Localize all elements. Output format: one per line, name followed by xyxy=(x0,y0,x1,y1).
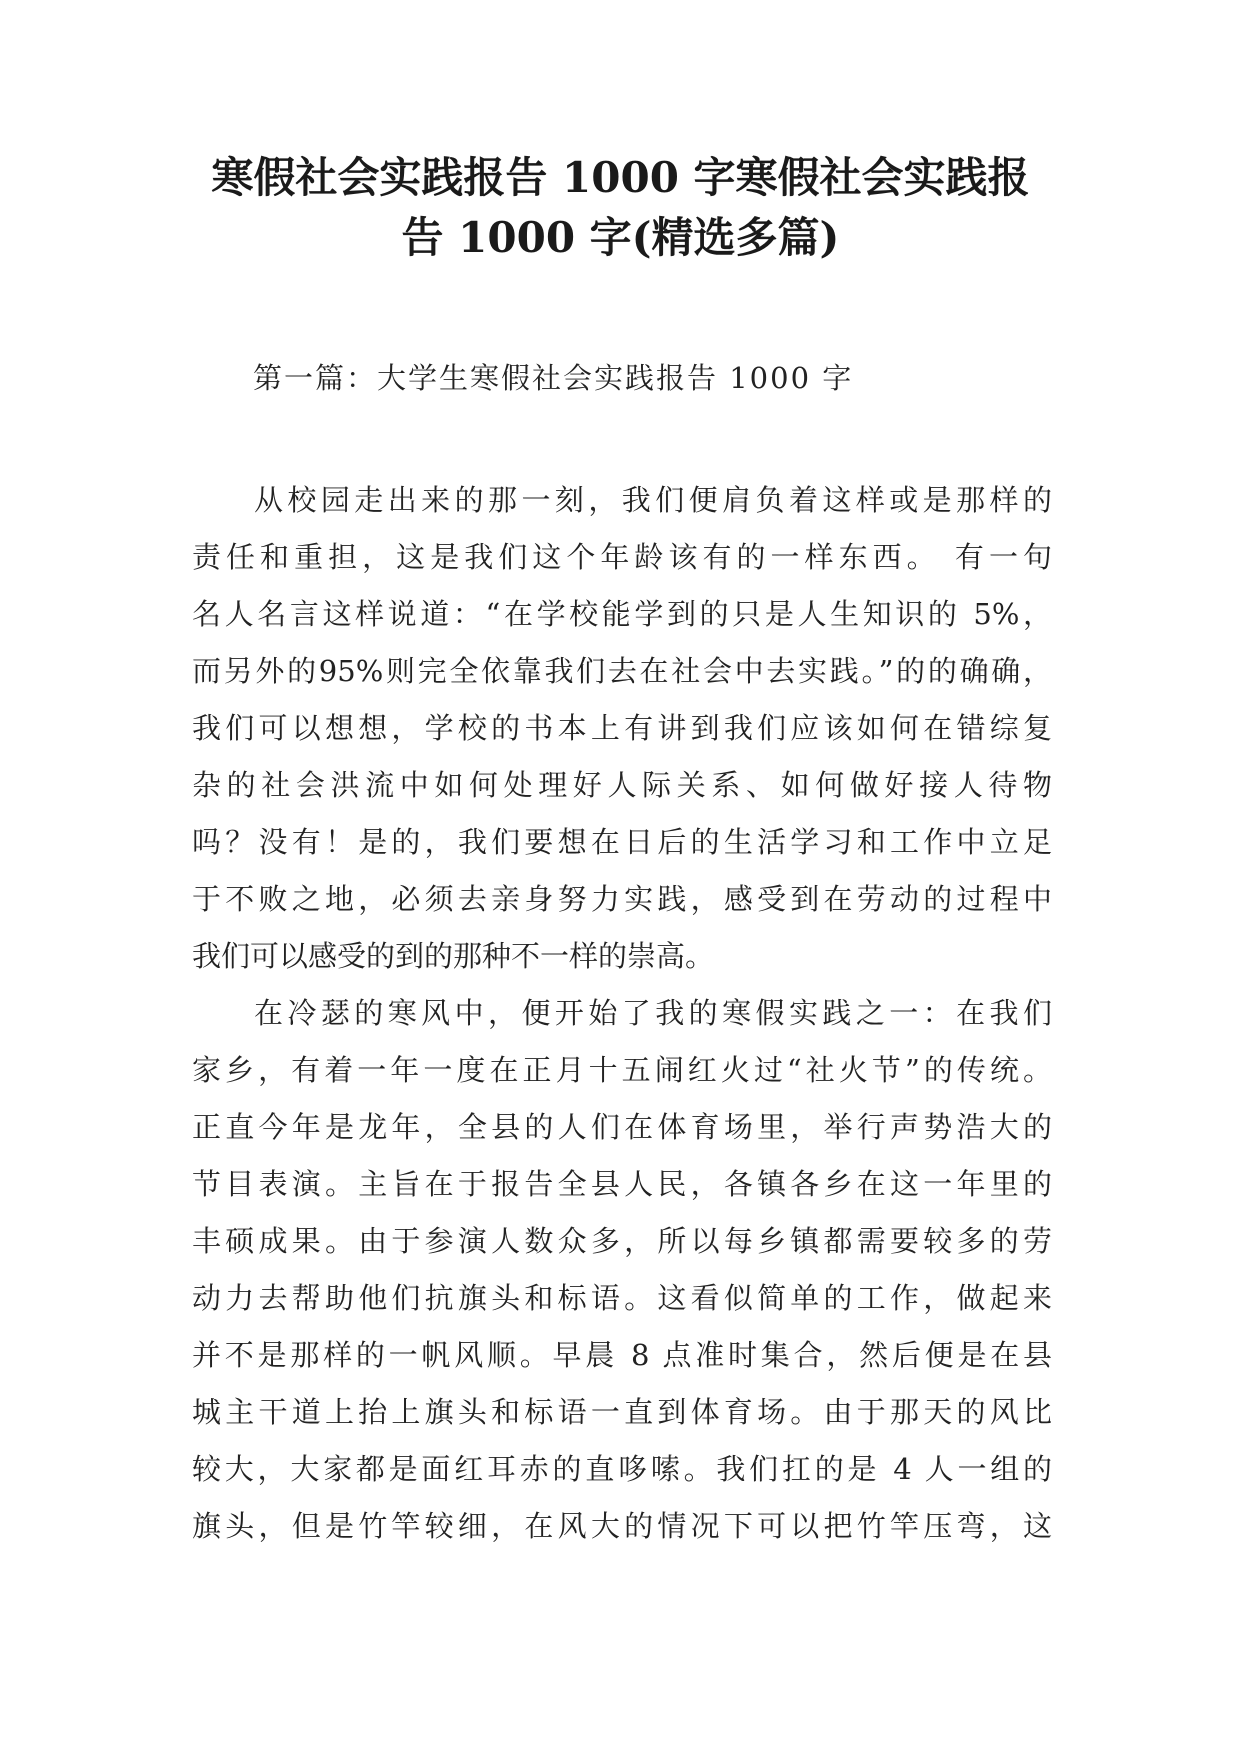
text-line: 并不是那样的一帆风顺。早晨 8 点准时集合，然后便是在县 xyxy=(192,1338,1052,1372)
text-line: 在冷瑟的寒风中，便开始了我的寒假实践之一：在我们 xyxy=(254,996,1052,1030)
title-line: 告 1000 字(精选多篇) xyxy=(401,213,840,262)
text-line: 我们可以想想，学校的书本上有讲到我们应该如何在错综复 xyxy=(192,711,1052,745)
paragraph-2 xyxy=(192,985,1052,1555)
text-line: 我们可以感受的到的那种不一样的崇高。 xyxy=(192,939,715,973)
section-heading: 第一篇：大学生寒假社会实践报告 1000 字 xyxy=(253,361,854,395)
document-title xyxy=(150,148,1091,268)
text-line: 而另外的95%则完全依靠我们去在社会中去实践。”的的确确， xyxy=(192,654,1052,688)
text-line: 丰硕成果。由于参演人数众多，所以每乡镇都需要较多的劳 xyxy=(192,1224,1052,1258)
text-line: 责任和重担，这是我们这个年龄该有的一样东西。 有一句 xyxy=(192,540,1052,574)
text-line: 从校园走出来的那一刻，我们便肩负着这样或是那样的 xyxy=(254,483,1052,517)
text-line: 动力去帮助他们抗旗头和标语。这看似简单的工作，做起来 xyxy=(192,1281,1052,1315)
text-line: 城主干道上抬上旗头和标语一直到体育场。由于那天的风比 xyxy=(192,1395,1052,1429)
text-line: 节目表演。主旨在于报告全县人民，各镇各乡在这一年里的 xyxy=(192,1167,1052,1201)
text-line: 较大，大家都是面红耳赤的直哆嗦。我们扛的是 4 人一组的 xyxy=(192,1452,1052,1486)
text-line: 正直今年是龙年，全县的人们在体育场里，举行声势浩大的 xyxy=(192,1110,1052,1144)
text-line: 吗？没有！是的，我们要想在日后的生活学习和工作中立足 xyxy=(192,825,1052,859)
body-text xyxy=(192,472,1052,1555)
text-line: 名人名言这样说道：“在学校能学到的只是人生知识的 5%， xyxy=(192,597,1052,631)
title-line: 寒假社会实践报告 1000 字寒假社会实践报 xyxy=(211,153,1030,202)
text-line: 于不败之地，必须去亲身努力实践，感受到在劳动的过程中 xyxy=(192,882,1052,916)
paragraph-1 xyxy=(192,472,1052,985)
text-line: 旗头，但是竹竿较细，在风大的情况下可以把竹竿压弯，这 xyxy=(192,1509,1052,1543)
text-line: 杂的社会洪流中如何处理好人际关系、如何做好接人待物 xyxy=(192,768,1052,802)
text-line: 家乡，有着一年一度在正月十五闹红火过“社火节”的传统。 xyxy=(192,1053,1052,1087)
